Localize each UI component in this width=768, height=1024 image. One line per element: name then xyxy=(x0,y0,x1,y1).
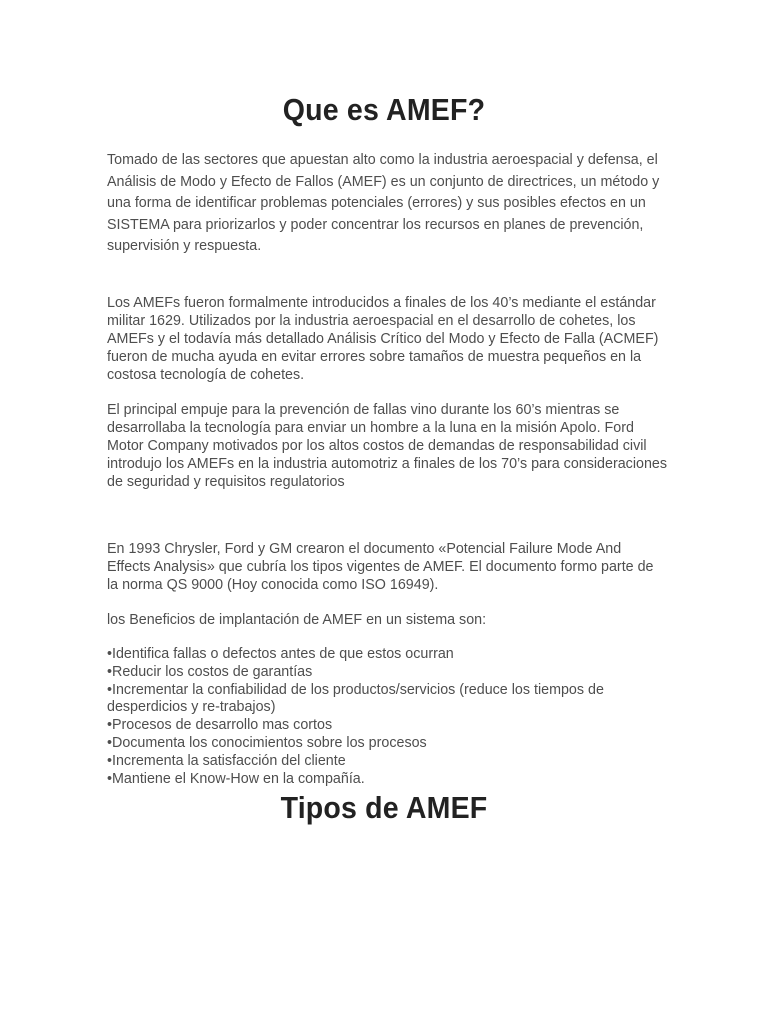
section-title: Tipos de AMEF xyxy=(280,790,488,825)
qs9000-paragraph: En 1993 Chrysler, Ford y GM crearon el documento «Potencial Failure Mode And Effects Analysis» que cubría los tipos vigentes de AMEF. El documento formo parte de la norma QS 9000 (Hoy conocida como ISO 16949). xyxy=(107,541,654,593)
list-item: •Incrementa la satisfacción del cliente xyxy=(107,752,346,769)
page-title: Que es AMEF? xyxy=(282,92,486,127)
list-item: •Procesos de desarrollo mas cortos xyxy=(107,717,333,734)
list-item: •Incrementar la confiabilidad de los productos/servicios (reduce los tiempos de desperdicios y re-trabajos) xyxy=(107,681,604,716)
benefits-list xyxy=(107,646,667,788)
list-item: •Mantiene el Know-How en la compañía. xyxy=(107,770,365,787)
list-item: •Reducir los costos de garantías xyxy=(107,663,313,680)
list-item: •Identifica fallas o defectos antes de que estos ocurran xyxy=(107,646,454,662)
list-item: •Documenta los conocimientos sobre los procesos xyxy=(107,734,427,751)
history-paragraph: Los AMEFs fueron formalmente introducidos a finales de los 40’s mediante el estándar militar 1629. Utilizados por la industria aeroespacial en el desarrollo de cohetes, los AMEFs y el todavía más detallado Análisis Crítico del Modo y Efecto de Falla (ACMEF) fueron de mucha ayuda en evitar errores sobre tamaños de muestra pequeños en la costosa tecnología de cohetes. xyxy=(107,295,659,383)
benefits-intro: los Beneficios de implantación de AMEF en un sistema son: xyxy=(107,612,487,628)
intro-paragraph: Tomado de las sectores que apuestan alto como la industria aeroespacial y defensa, el Análisis de Modo y Efecto de Fallos (AMEF) es un conjunto de directrices, un método y una forma de identificar problemas potenciales (errores) y sus posibles efectos en un SISTEMA para priorizarlos y poder concentrar los recursos en planes de prevención, supervisión y respuesta. xyxy=(107,152,660,254)
apollo-paragraph: El principal empuje para la prevención de fallas vino durante los 60’s mientras se desarrollaba la tecnología para enviar un hombre a la luna en la misión Apolo. Ford Motor Company motivados por los altos costos de demandas de responsabilidad civil introdujo los AMEFs en la industria automotriz a finales de los 70’s para consideraciones de seguridad y requisitos regulatorios xyxy=(107,402,668,490)
